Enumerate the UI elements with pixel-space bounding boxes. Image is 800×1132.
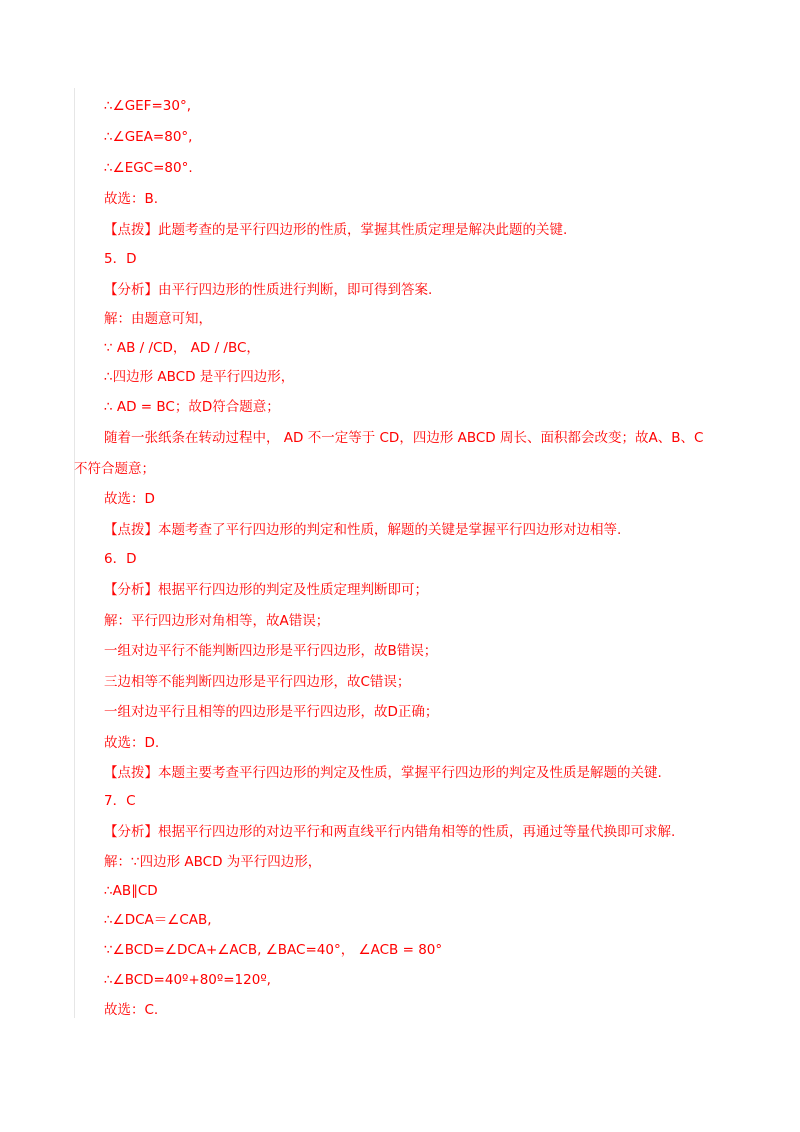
text-line-15: 【点拨】本题考查了平行四边形的判定和性质，解题的关键是掌握平行四边形对边相等. [104, 522, 622, 538]
question-number-5: 5．D [104, 251, 137, 267]
text-line-4: 故选：B. [104, 191, 159, 207]
text-line-26: 解：∵四边形 ABCD 为平行四边形， [104, 854, 322, 870]
text-line-17: 【分析】根据平行四边形的判定及性质定理判断即可； [104, 582, 428, 598]
text-line-11: ∴ AD = BC；故D符合题意； [104, 399, 280, 415]
text-line-31: 故选：C. [104, 1002, 159, 1018]
text-line-3: ∴∠EGC=80°. [104, 160, 193, 176]
text-line-19: 一组对边平行不能判断四边形是平行四边形，故B错误； [104, 643, 438, 659]
text-line-20: 三边相等不能判断四边形是平行四边形，故C错误； [104, 674, 411, 690]
text-line-12: 随着一张纸条在转动过程中， AD 不一定等于 CD，四边形 ABCD 周长、面积都会改变；故A、B、C [104, 430, 704, 446]
text-line-10: ∴四边形 ABCD 是平行四边形， [104, 369, 295, 385]
text-line-23: 【点拨】本题主要考查平行四边形的判定及性质，掌握平行四边形的判定及性质是解题的关键. [104, 765, 662, 781]
text-line-8: 解：由题意可知， [104, 311, 212, 327]
text-line-21: 一组对边平行且相等的四边形是平行四边形，故D正确； [104, 704, 439, 720]
question-number-6: 6．D [104, 551, 137, 567]
text-line-1: ∴∠GEF=30°, [104, 98, 191, 114]
text-line-27: ∴AB∥CD [104, 883, 158, 899]
text-line-30: ∴∠BCD=40º+80º=120º, [104, 972, 271, 988]
text-line-13: 不符合题意； [74, 461, 155, 477]
text-line-18: 解：平行四边形对角相等，故A错误； [104, 613, 330, 629]
text-line-25: 【分析】根据平行四边形的对边平行和两直线平行内错角相等的性质，再通过等量代换即可求解. [104, 824, 676, 840]
text-line-7: 【分析】由平行四边形的性质进行判断，即可得到答案. [104, 282, 433, 298]
text-line-9: ∵ AB / /CD， AD / /BC， [104, 340, 260, 356]
text-line-5: 【点拨】此题考查的是平行四边形的性质，掌握其性质定理是解决此题的关键. [104, 222, 568, 238]
text-line-22: 故选：D. [104, 735, 160, 751]
text-line-29: ∵∠BCD=∠DCA+∠ACB, ∠BAC=40°， ∠ACB = 80° [104, 942, 443, 958]
text-line-28: ∴∠DCA＝∠CAB, [104, 912, 212, 928]
text-line-14: 故选：D [104, 491, 155, 507]
text-line-2: ∴∠GEA=80°, [104, 129, 193, 145]
margin-rule [74, 88, 75, 1018]
question-number-7: 7．C [104, 793, 136, 809]
